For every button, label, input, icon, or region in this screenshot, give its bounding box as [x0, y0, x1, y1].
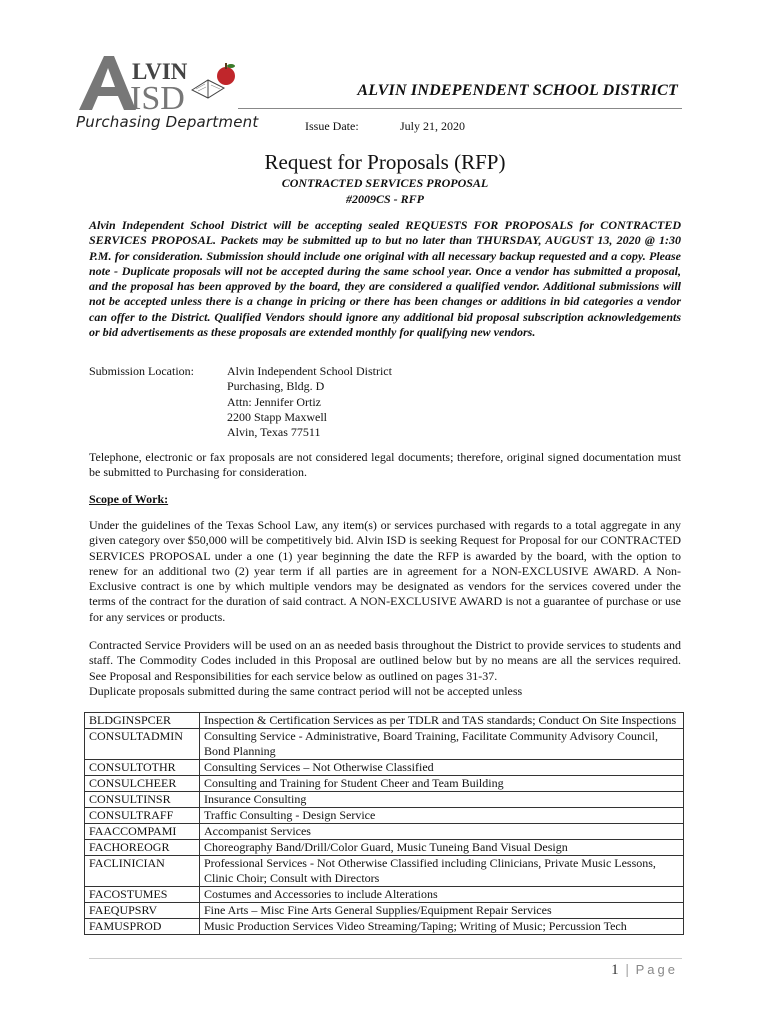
commodity-code: FAMUSPROD	[85, 919, 200, 935]
commodity-code: CONSULTINSR	[85, 792, 200, 808]
footer-rule	[89, 958, 682, 959]
issue-date-value: July 21, 2020	[400, 119, 466, 133]
address-line: 2200 Stapp Maxwell	[227, 409, 327, 424]
table-row	[85, 792, 684, 808]
commodity-description: Accompanist Services	[200, 824, 684, 840]
commodity-description: Fine Arts – Misc Fine Arts General Supplies/Equipment Repair Services	[200, 903, 684, 919]
table-row	[85, 856, 684, 887]
duplicate-proposals-text: Duplicate proposals submitted during the same contract period will not be accepted unless	[89, 683, 523, 698]
commodity-code: FAACCOMPAMI	[85, 824, 200, 840]
commodity-description: Costumes and Accessories to include Alterations	[200, 887, 684, 903]
issue-date-label: Issue Date:	[305, 119, 359, 133]
commodity-code: CONSULTADMIN	[85, 729, 200, 760]
commodity-description: Consulting Service - Administrative, Board Training, Facilitate Community Advisory Council, Bond Planning	[200, 729, 684, 760]
commodity-code: BLDGINSPCER	[85, 713, 200, 729]
document-subtitle: CONTRACTED SERVICES PROPOSAL	[281, 176, 489, 190]
commodity-code: FACLINICIAN	[85, 856, 200, 887]
table-row	[85, 776, 684, 792]
district-name: ALVIN INDEPENDENT SCHOOL DISTRICT	[357, 82, 678, 99]
providers-text: Contracted Service Providers will be used on an as needed basis throughout the District to provide services to students and staff. The Commodity Codes included in this Proposal are outlined below but by no means are all the services required. See Proposal and Responsibilities for each service below as outlined on pages 31-37.	[89, 638, 681, 683]
address-line: Attn: Jennifer Ortiz	[227, 394, 321, 409]
commodity-description: Choreography Band/Drill/Color Guard, Music Tuneing Band Visual Design	[200, 840, 684, 856]
table-row	[85, 729, 684, 760]
table-row	[85, 713, 684, 729]
logo-text-lvin: LVIN	[132, 59, 188, 84]
page-word: Page	[635, 962, 678, 977]
commodity-code: CONSULTRAFF	[85, 808, 200, 824]
scope-of-work-heading: Scope of Work:	[89, 492, 169, 506]
submission-address	[227, 364, 392, 440]
document-title: Request for Proposals (RFP)	[264, 150, 506, 174]
apple-icon	[217, 63, 235, 85]
submission-location-label: Submission Location:	[89, 364, 194, 378]
legal-note-paragraph: Telephone, electronic or fax proposals are not considered legal documents; therefore, original signed documentation must be submitted to Purchasing for consideration.	[89, 450, 681, 480]
page-separator: |	[625, 962, 629, 978]
commodity-description: Insurance Consulting	[200, 792, 684, 808]
address-line: Alvin Independent School District	[227, 364, 392, 378]
table-row	[85, 808, 684, 824]
commodity-code: CONSULCHEER	[85, 776, 200, 792]
commodity-description: Consulting Services – Not Otherwise Classified	[200, 760, 684, 776]
table-row	[85, 840, 684, 856]
commodity-code: FACHOREOGR	[85, 840, 200, 856]
commodity-description: Traffic Consulting - Design Service	[200, 808, 684, 824]
intro-paragraph: Alvin Independent School District will be accepting sealed REQUESTS FOR PROPOSALS for CONTRACTED SERVICES PROPOSAL. Packets may be submitted up to but no later than THURSDAY, AUGUST 13, 2020 @ 1:30 P.M. for consideration. Submission should include one original with all necessary backup requested and a copy. Please note - Duplicate proposals will not be accepted during the same school year. Once a vendor has submitted a proposal, and the proposal has been approved by the board, they are considered a qualified vendor. Additional submissions will not be accepted unless there is a change in pricing or there has been changes or additions in bid categories a vendor can offer to the District. Qualified Vendors should ignore any additional bid proposal subscription acknowledgements or bid advertisements as these proposals are extended monthly for qualifying new vendors.	[89, 218, 681, 340]
service-providers-paragraph	[89, 638, 681, 699]
table-row	[85, 919, 684, 935]
commodity-description: Professional Services - Not Otherwise Classified including Clinicians, Private Music Lessons, Clinic Choir; Consult with Directors	[200, 856, 684, 887]
issue-date-line	[305, 119, 465, 134]
page-number-footer	[611, 962, 678, 979]
table-row	[85, 887, 684, 903]
table-row	[85, 903, 684, 919]
commodity-code: FACOSTUMES	[85, 887, 200, 903]
commodity-code: CONSULTOTHR	[85, 760, 200, 776]
scope-of-work-paragraph: Under the guidelines of the Texas School Law, any item(s) or services purchased with regards to a total aggregate in any given category over $50,000 will be competitively bid. Alvin ISD is seeking Request for Proposal for our CONTRACTED SERVICES PROPOSAL under a one (1) year beginning the date the RFP is awarded by the board, with the option to renew for an additional two (2) year term if all parties are in agreement for a NON-EXCLUSIVE AWARD. A Non-Exclusive contract is one by which multiple vendors may be designated as vendors for the services covered under the terms of the contract for the duration of said contract. A NON-EXCLUSIVE AWARD is not a guarantee of purchase or use for any services or products.	[89, 518, 681, 624]
table-row	[85, 760, 684, 776]
rfp-number: #2009CS - RFP	[345, 192, 424, 206]
logo-text-isd: ISD	[130, 80, 185, 114]
book-icon	[192, 80, 224, 98]
purchasing-department-label: Purchasing Department	[76, 113, 259, 131]
table-row	[85, 824, 684, 840]
page-number: 1	[611, 962, 619, 978]
commodity-codes-table	[84, 712, 684, 935]
address-line: Alvin, Texas 77511	[227, 425, 321, 440]
commodity-description: Inspection & Certification Services as per TDLR and TAS standards; Conduct On Site Inspections	[200, 713, 684, 729]
commodity-code: FAEQUPSRV	[85, 903, 200, 919]
commodity-description: Music Production Services Video Streaming/Taping; Writing of Music; Percussion Tech	[200, 919, 684, 935]
commodity-description: Consulting and Training for Student Cheer and Team Building	[200, 776, 684, 792]
header-rule	[238, 108, 682, 109]
address-line: Purchasing, Bldg. D	[227, 379, 325, 394]
